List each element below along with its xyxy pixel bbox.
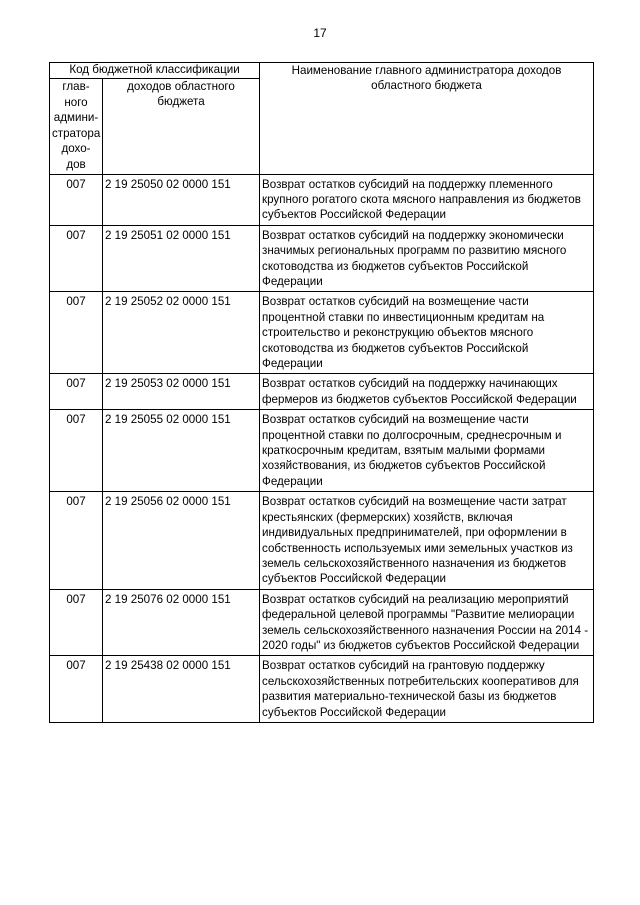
budget-classification-table xyxy=(49,62,594,723)
revenue-name-cell: Возврат остатков субсидий на возмещение части процентной ставки по долгосрочным, среднесрочным и краткосрочным кредитам, взятым малыми формами хозяйствования, из бюджетов субъектов Российской Федерации xyxy=(260,410,594,492)
header-chief-administrator: глав-ного админи-стратора дохо-дов xyxy=(50,79,103,175)
table-row xyxy=(50,225,594,292)
table-row xyxy=(50,656,594,723)
revenue-name-cell: Возврат остатков субсидий на реализацию мероприятий федеральной целевой программы "Развитие мелиорации земель сельскохозяйственного назначения России на 2014 - 2020 годы" из бюджетов субъектов Российской Федерации xyxy=(260,589,594,656)
admin-code-cell: 007 xyxy=(50,174,103,225)
admin-code-cell: 007 xyxy=(50,410,103,492)
revenue-name-cell: Возврат остатков субсидий на поддержку племенного крупного рогатого скота мясного направления из бюджетов субъектов Российской Федерации xyxy=(260,174,594,225)
header-budget-classification-code: Код бюджетной классификации xyxy=(50,63,260,79)
revenue-code-cell: 2 19 25051 02 0000 151 xyxy=(103,225,260,292)
header-administrator-name: Наименование главного администратора доходов областного бюджета xyxy=(260,63,594,175)
table-row xyxy=(50,292,594,374)
revenue-code-cell: 2 19 25053 02 0000 151 xyxy=(103,374,260,410)
revenue-code-cell: 2 19 25052 02 0000 151 xyxy=(103,292,260,374)
admin-code-cell: 007 xyxy=(50,374,103,410)
revenue-name-cell: Возврат остатков субсидий на поддержку начинающих фермеров из бюджетов субъектов Российской Федерации xyxy=(260,374,594,410)
revenue-code-cell: 2 19 25055 02 0000 151 xyxy=(103,410,260,492)
revenue-name-cell: Возврат остатков субсидий на возмещение части процентной ставки по инвестиционным кредитам на строительство и реконструкцию объектов мясного скотоводства из бюджетов субъектов Российской Федерации xyxy=(260,292,594,374)
table-row xyxy=(50,374,594,410)
table-row xyxy=(50,492,594,589)
revenue-name-cell: Возврат остатков субсидий на грантовую поддержку сельскохозяйственных потребительских кооперативов для развития материально-технической базы из бюджетов субъектов Российской Федерации xyxy=(260,656,594,723)
revenue-name-cell: Возврат остатков субсидий на поддержку экономически значимых региональных программ по развитию мясного скотоводства из бюджетов субъектов Российской Федерации xyxy=(260,225,594,292)
admin-code-cell: 007 xyxy=(50,656,103,723)
table-row xyxy=(50,174,594,225)
admin-code-cell: 007 xyxy=(50,492,103,589)
header-regional-budget-revenue: доходов областного бюджета xyxy=(103,79,260,175)
revenue-code-cell: 2 19 25056 02 0000 151 xyxy=(103,492,260,589)
revenue-code-cell: 2 19 25438 02 0000 151 xyxy=(103,656,260,723)
table-row xyxy=(50,410,594,492)
table-row xyxy=(50,589,594,656)
admin-code-cell: 007 xyxy=(50,292,103,374)
admin-code-cell: 007 xyxy=(50,225,103,292)
admin-code-cell: 007 xyxy=(50,589,103,656)
header-row-group xyxy=(50,63,594,79)
revenue-name-cell: Возврат остатков субсидий на возмещение части затрат крестьянских (фермерских) хозяйств, включая индивидуальных предпринимателей, при оформлении в собственность используемых ими земельных участков из земель сельскохозяйственного назначения из бюджетов субъектов Российской Федерации xyxy=(260,492,594,589)
page-number: 17 xyxy=(313,26,327,40)
revenue-code-cell: 2 19 25050 02 0000 151 xyxy=(103,174,260,225)
revenue-code-cell: 2 19 25076 02 0000 151 xyxy=(103,589,260,656)
